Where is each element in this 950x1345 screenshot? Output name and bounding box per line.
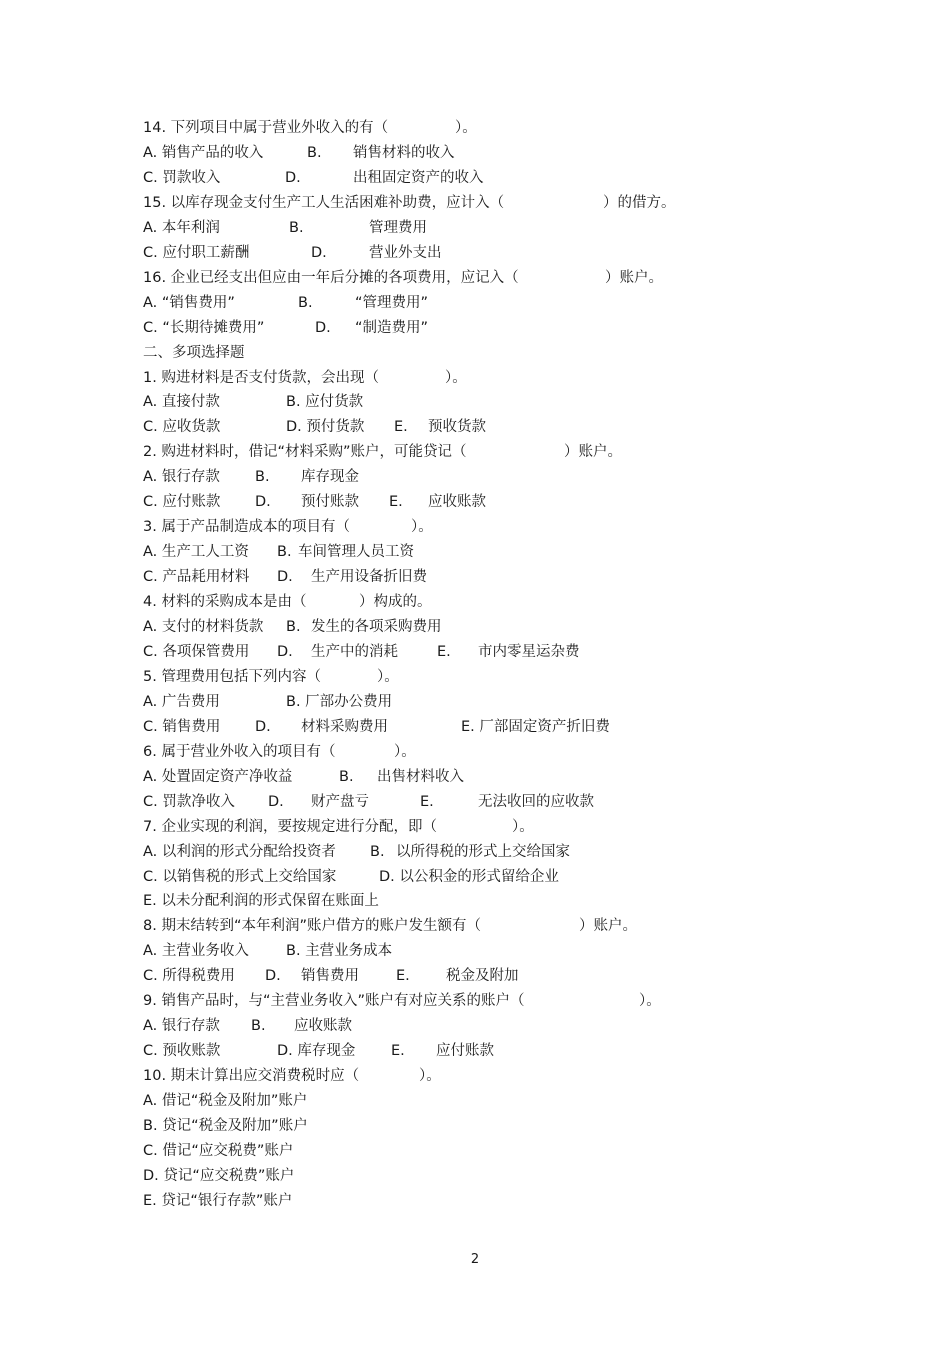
- text-segment: C. 以销售税的形式上交给国家: [143, 868, 337, 885]
- text-segment: D.: [268, 793, 284, 810]
- text-segment: E.: [420, 793, 434, 810]
- text-segment: 15. 以库存现金支付生产工人生活困难补助费，应计入（: [143, 194, 505, 211]
- text-segment: “制造费用”: [355, 319, 429, 336]
- text-segment: C. “长期待摊费用”: [143, 319, 265, 336]
- text-segment: B.: [298, 294, 313, 311]
- text-segment: D.: [285, 169, 301, 186]
- text-segment: B.: [251, 1018, 266, 1035]
- text-segment: C. 各项保管费用: [143, 643, 250, 660]
- text-segment: ）。: [639, 993, 661, 1010]
- text-segment: 出租固定资产的收入: [353, 169, 484, 186]
- text-segment: 应收账款: [428, 494, 486, 511]
- text-segment: E.: [437, 643, 451, 660]
- text-segment: 6. 属于营业外收入的项目有（: [143, 743, 336, 760]
- text-segment: B.: [277, 544, 292, 561]
- text-segment: 预付账款: [301, 494, 359, 511]
- text-segment: ）。: [377, 668, 399, 685]
- text-segment: ）。: [445, 369, 467, 386]
- text-segment: B.: [289, 219, 304, 236]
- text-segment: D.: [277, 643, 293, 660]
- text-segment: A. 直接付款: [143, 394, 220, 411]
- text-segment: A. “销售费用”: [143, 294, 235, 311]
- text-segment: 5. 管理费用包括下列内容（: [143, 668, 321, 685]
- text-segment: D.: [315, 319, 331, 336]
- text-segment: 以所得税的形式上交给国家: [396, 843, 570, 860]
- text-segment: A. 广告费用: [143, 693, 220, 710]
- text-segment: “管理费用”: [355, 294, 429, 311]
- text-segment: B. 厂部办公费用: [286, 693, 393, 710]
- text-segment: B. 贷记“税金及附加”账户: [143, 1118, 308, 1134]
- text-segment: E.: [389, 494, 403, 511]
- text-segment: 生产用设备折旧费: [311, 569, 427, 586]
- text-segment: E. 厂部固定资产折旧费: [461, 718, 610, 735]
- text-segment: A. 主营业务收入: [143, 943, 249, 960]
- text-segment: E. 以未分配利润的形式保留在账面上: [143, 893, 379, 910]
- text-segment: ）账户。: [579, 918, 637, 935]
- text-segment: 4. 材料的采购成本是由（: [143, 594, 307, 611]
- text-segment: 10. 期末计算出应交消费税时应（: [143, 1068, 360, 1085]
- text-segment: 市内零星运杂费: [478, 643, 580, 660]
- text-segment: 生产中的消耗: [311, 643, 398, 660]
- text-segment: 二、多项选择题: [143, 344, 245, 361]
- text-segment: ）账户。: [564, 444, 622, 461]
- text-segment: 9. 销售产品时，与“主营业务收入”账户有对应关系的账户（: [143, 993, 525, 1010]
- text-segment: 应付账款: [436, 1043, 494, 1060]
- text-segment: A. 以利润的形式分配给投资者: [143, 843, 336, 860]
- text-segment: 营业外支出: [369, 244, 442, 261]
- text-segment: A. 银行存款: [143, 1018, 220, 1035]
- text-segment: B. 主营业务成本: [286, 943, 393, 960]
- text-segment: 销售材料的收入: [353, 144, 455, 161]
- text-segment: ）的借方。: [603, 194, 676, 211]
- text-segment: 无法收回的应收款: [478, 793, 594, 810]
- text-segment: 7. 企业实现的利润，要按规定进行分配，即（: [143, 818, 437, 835]
- text-segment: D. 库存现金: [277, 1043, 356, 1060]
- text-segment: D.: [311, 244, 327, 261]
- text-segment: B.: [286, 619, 301, 635]
- text-segment: 预收货款: [428, 419, 486, 436]
- text-segment: B. 应付货款: [286, 394, 364, 411]
- text-segment: 14. 下列项目中属于营业外收入的有（: [143, 120, 389, 136]
- page-number: 2: [470, 1252, 480, 1267]
- text-segment: 车间管理人员工资: [298, 544, 414, 561]
- text-segment: B.: [307, 144, 322, 161]
- text-segment: C. 应付账款: [143, 494, 221, 511]
- text-segment: C. 罚款收入: [143, 169, 221, 186]
- text-segment: A. 生产工人工资: [143, 544, 249, 561]
- text-segment: C. 罚款净收入: [143, 793, 235, 810]
- text-segment: D.: [255, 718, 271, 735]
- text-segment: 库存现金: [301, 469, 359, 486]
- text-segment: D.: [277, 569, 293, 586]
- text-segment: C. 所得税费用: [143, 968, 235, 985]
- text-segment: 2. 购进材料时，借记“材料采购”账户，可能贷记（: [143, 444, 467, 461]
- text-segment: 应收账款: [294, 1018, 352, 1035]
- text-segment: 16. 企业已经支出但应由一年后分摊的各项费用，应记入（: [143, 269, 519, 286]
- text-segment: C. 销售费用: [143, 718, 221, 735]
- text-segment: 3. 属于产品制造成本的项目有（: [143, 519, 350, 536]
- text-segment: B.: [370, 843, 385, 860]
- text-segment: ）账户。: [605, 269, 663, 286]
- text-segment: 1. 购进材料是否支付货款，会出现（: [143, 369, 379, 386]
- text-segment: D.: [255, 494, 271, 511]
- text-segment: C. 预收账款: [143, 1043, 221, 1060]
- text-segment: 税金及附加: [446, 968, 519, 985]
- text-segment: 管理费用: [369, 219, 427, 236]
- text-segment: C. 产品耗用材料: [143, 569, 250, 586]
- text-segment: C. 借记“应交税费”账户: [143, 1142, 294, 1159]
- text-segment: A. 处置固定资产净收益: [143, 768, 293, 785]
- text-segment: D. 预付货款: [286, 419, 365, 436]
- text-segment: 财产盘亏: [311, 793, 369, 810]
- text-segment: A. 借记“税金及附加”账户: [143, 1093, 308, 1110]
- text-segment: A. 销售产品的收入: [143, 144, 264, 161]
- text-segment: ）构成的。: [359, 594, 432, 611]
- text-segment: D.: [265, 968, 281, 985]
- text-segment: 8. 期末结转到“本年利润”账户借方的账户发生额有（: [143, 918, 481, 935]
- text-segment: ）。: [394, 743, 416, 760]
- text-segment: 材料采购费用: [301, 718, 388, 735]
- text-segment: D. 以公积金的形式留给企业: [379, 868, 559, 885]
- text-segment: C. 应收货款: [143, 419, 221, 436]
- text-segment: ）。: [512, 818, 534, 835]
- text-segment: 销售费用: [301, 968, 359, 985]
- text-segment: ）。: [411, 519, 433, 536]
- text-segment: E.: [396, 968, 410, 985]
- text-segment: A. 本年利润: [143, 219, 220, 236]
- text-segment: E. 贷记“银行存款”账户: [143, 1192, 293, 1209]
- text-segment: ）。: [419, 1068, 441, 1085]
- text-segment: A. 银行存款: [143, 469, 220, 486]
- text-segment: 出售材料收入: [377, 768, 464, 785]
- text-segment: D. 贷记“应交税费”账户: [143, 1167, 295, 1184]
- text-segment: E.: [391, 1043, 405, 1060]
- text-segment: B.: [339, 768, 354, 785]
- text-segment: E.: [394, 419, 408, 436]
- text-segment: B.: [255, 469, 270, 486]
- text-segment: 发生的各项采购费用: [311, 619, 442, 635]
- text-segment: A. 支付的材料货款: [143, 619, 264, 635]
- text-segment: C. 应付职工薪酬: [143, 244, 250, 261]
- text-segment: ）。: [455, 120, 477, 136]
